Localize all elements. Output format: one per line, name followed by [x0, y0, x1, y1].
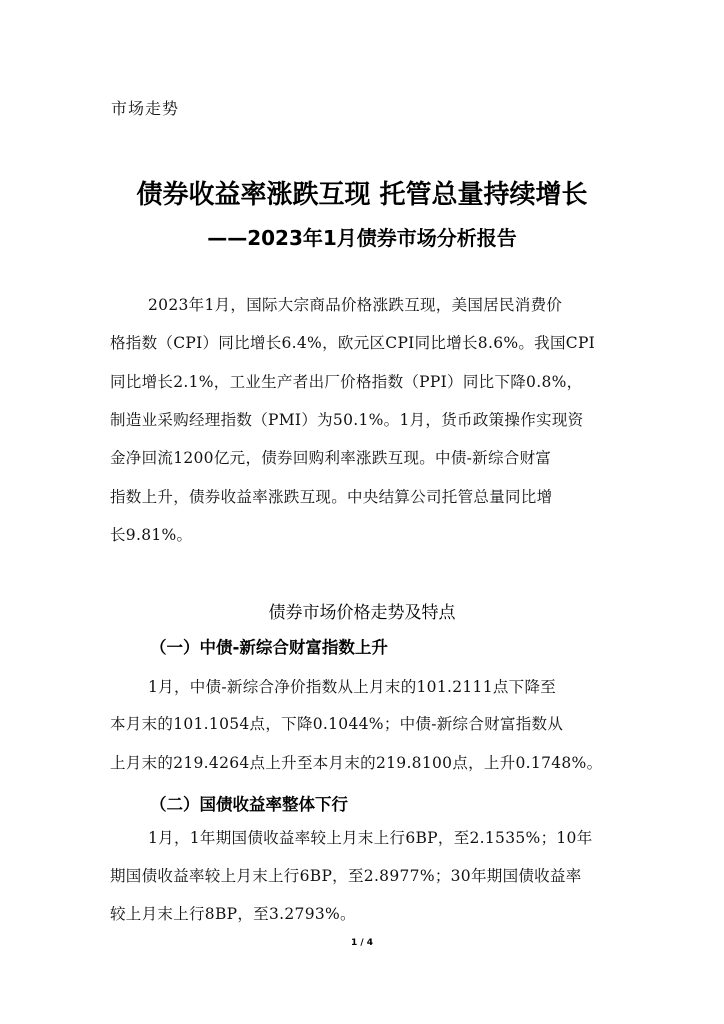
summary-line: 2023年1月，国际大宗商品价格涨跌互现，美国居民消费价: [148, 296, 563, 314]
subsection-heading: （二）国债收益率整体下行: [150, 795, 348, 814]
subsection-heading: （一）中债-新综合财富指数上升: [150, 638, 388, 657]
document-category: 市场走势: [111, 99, 180, 118]
summary-line: 同比增长2.1%，工业生产者出厂价格指数（PPI）同比下降0.8%，: [110, 373, 583, 391]
summary-line: 格指数（CPI）同比增长6.4%，欧元区CPI同比增长8.6%。我国CPI: [110, 334, 596, 352]
report-title: 债券收益率涨跌互现 托管总量持续增长: [136, 180, 588, 210]
summary-line: 指数上升，债券收益率涨跌互现。中央结算公司托管总量同比增: [110, 488, 553, 506]
paragraph-line: 上月末的219.4264点上升至本月末的219.8100点，上升0.1748%。: [110, 754, 603, 772]
paragraph-line: 1月，中债-新综合净价指数从上月末的101.2111点下降至: [148, 678, 557, 696]
summary-line: 长9.81%。: [110, 526, 193, 544]
report-subtitle: ——2023年1月债券市场分析报告: [207, 226, 517, 250]
paragraph-line: 期国债收益率较上月末上行6BP，至2.8977%；30年期国债收益率: [110, 867, 582, 885]
paragraph-line: 1月，1年期国债收益率较上月末上行6BP，至2.1535%；10年: [148, 829, 593, 847]
summary-line: 金净回流1200亿元，债券回购利率涨跌互现。中债-新综合财富: [110, 449, 552, 467]
section-title: 债券市场价格走势及特点: [268, 603, 456, 623]
paragraph-line: 本月末的101.1054点，下降0.1044%；中债-新综合财富指数从: [110, 715, 564, 733]
page-number: 1 / 4: [350, 938, 374, 948]
paragraph-line: 较上月末上行8BP，至3.2793%。: [110, 905, 356, 923]
summary-line: 制造业采购经理指数（PMI）为50.1%。1月，货币政策操作实现资: [110, 411, 584, 429]
